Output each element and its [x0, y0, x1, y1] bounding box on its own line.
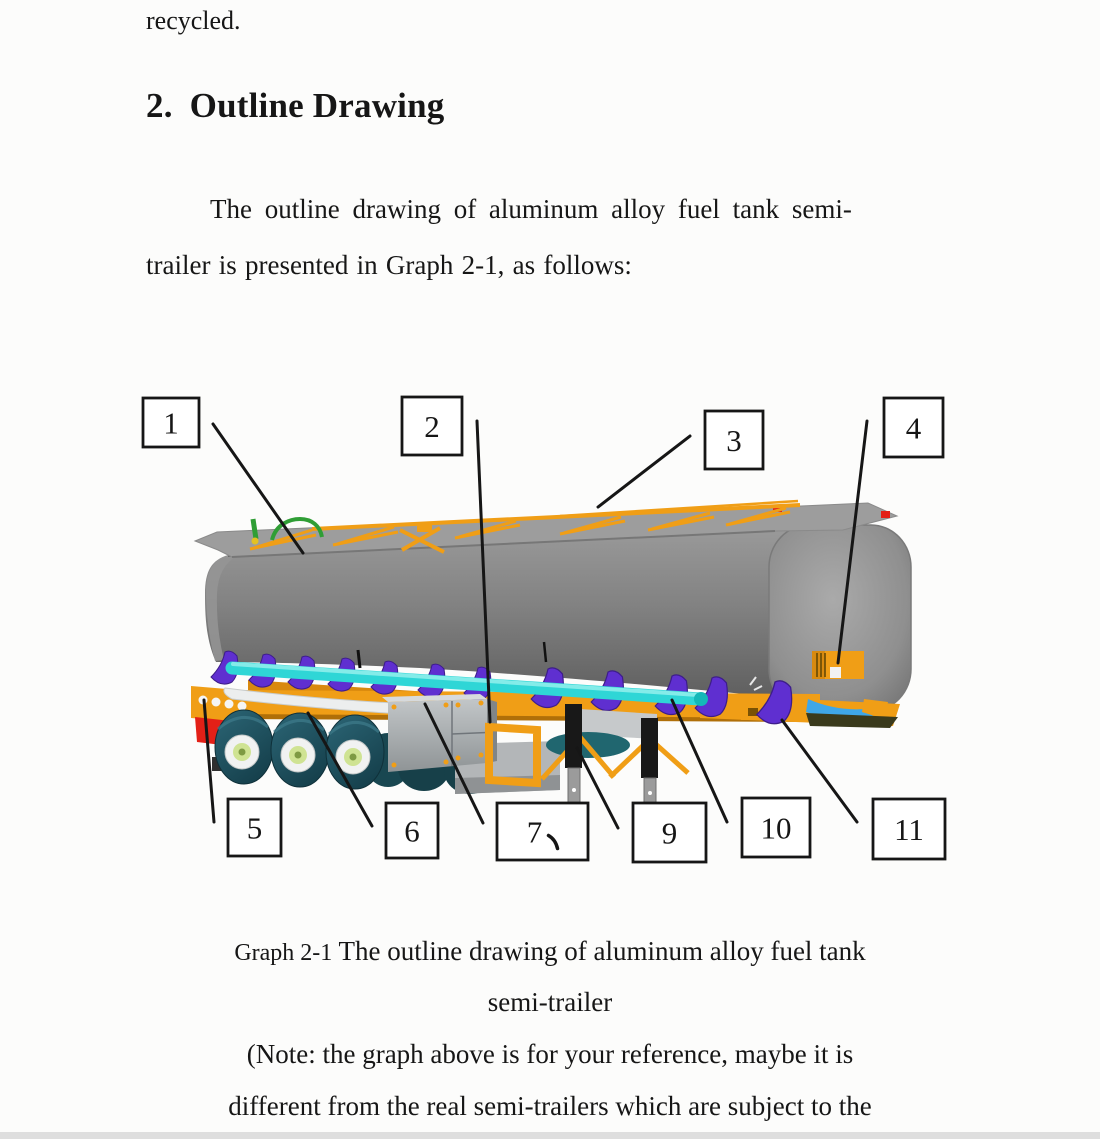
body-paragraph-line-1: The outline drawing of aluminum alloy fuel tank semi- [210, 194, 852, 224]
callout-4-label: 4 [905, 410, 922, 446]
callout-10-label: 10 [760, 810, 792, 846]
figure-note-line-2: different from the real semi-trailers which are subject to the [228, 1091, 872, 1121]
callout-1-label: 1 [163, 405, 179, 441]
outline-drawing-figure [0, 380, 1100, 880]
landing-leg-rear [641, 718, 658, 808]
callout-9-label: 9 [661, 815, 678, 851]
section-number: 2. [146, 86, 173, 125]
body-paragraph-line-2: trailer is presented in Graph 2-1, as follows: [146, 250, 632, 280]
callout-6-label: 6 [404, 813, 420, 849]
deck-marker-lamp [881, 511, 890, 518]
section-heading [146, 86, 444, 126]
callout-3-leader [598, 436, 690, 507]
callout-7-box [497, 803, 588, 860]
figure-caption-line-1 [0, 936, 1100, 967]
figure-caption-line-2: semi-trailer [487, 987, 613, 1017]
section-title: Outline Drawing [189, 86, 445, 125]
wheel-1 [215, 710, 273, 784]
callout-5-label: 5 [246, 810, 263, 846]
wheel-3 [326, 715, 384, 789]
callout-7-label: 7 [526, 814, 543, 850]
callout-3-label: 3 [726, 423, 742, 459]
wheel-assembly [215, 710, 384, 789]
figure-note-line-1: (Note: the graph above is for your reference, maybe it is [246, 1039, 854, 1069]
figure-caption-text: The outline drawing of aluminum alloy fuel tank [332, 936, 866, 966]
page-edge-strip [0, 1132, 1100, 1139]
callout-11-label: 11 [894, 812, 924, 848]
figure-caption-number: Graph 2-1 [234, 940, 333, 966]
paragraph-fragment: recycled. [146, 6, 241, 35]
callout-2-label: 2 [424, 409, 440, 445]
wheel-2 [271, 713, 329, 787]
